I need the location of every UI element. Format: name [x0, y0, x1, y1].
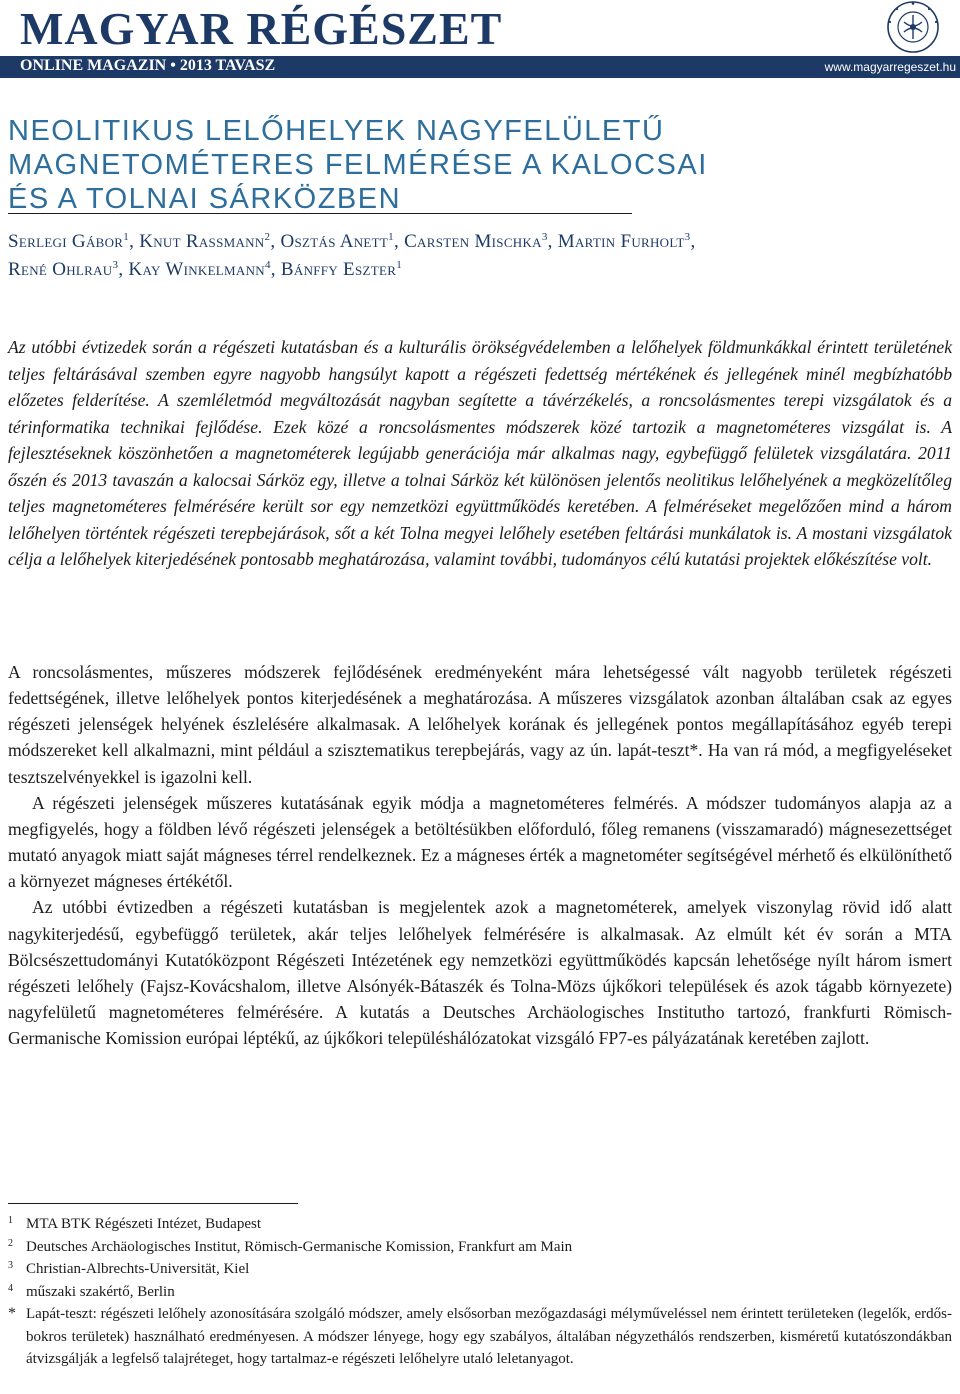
body-paragraph: A roncsolásmentes, műszeres módszerek fejlődésének eredményeként mára lehetségessé vált nagyobb területek régészeti fedettségének, illetve lelőhelyek pontos kiterjedésének a meghatározása. A műszeres vizsgálatok azonban általában csak az egyes régészeti jelenségek helyének észlelésére alkalmasak. A lelőhelyek korának és jellegének pontos megállapításához egyéb terepi módszereket kell alkalmazni, mint például a szisztematikus terepbejárás, vagy az ún. lapát-teszt*. Ha van rá mód, a megfigyeléseket tesztszelvényekkel is igazolni kell.: [8, 662, 952, 787]
article-title: [8, 114, 808, 216]
author-name: Osztás Anett: [280, 231, 389, 252]
author-affiliation-ref: 3: [112, 259, 119, 271]
footnote-mark: *: [8, 1305, 16, 1322]
footnote: [8, 1258, 952, 1281]
footnote-divider: [8, 1203, 298, 1204]
author-name: Bánffy Eszter: [280, 259, 397, 280]
title-divider: [8, 213, 632, 214]
footnote-mark: 2: [8, 1237, 13, 1249]
author-line: Serlegi Gábor$^1$, Knut Rassmann$^2$, Osztás Anett$^1$, Carsten Mischka$^3$, Martin Furholt$^3$,: [8, 231, 696, 252]
footnotes: [8, 1213, 952, 1371]
footnote-mark: 1: [8, 1215, 13, 1226]
title-line: ÉS A TOLNAI SÁRKÖZBEN: [8, 183, 402, 215]
author-name: Carsten Mischka: [404, 231, 542, 252]
author-line: René Ohlrau$^3$, Kay Winkelmann$^4$, Bánffy Eszter$^1$: [8, 259, 402, 280]
abstract: Az utóbbi évtizedek során a régészeti kutatásban és a kulturális örökségvédelemben a lelőhelyek földmunkákkal érintett területének teljes feltárásával szemben egyre nagyobb hangsúlyt kapott a régészeti fedettség mértékének és jellegének minél megbízhatóbb előzetes felderítése. A szemléletmód megváltozását nagyban segítette a távérzékelés, a roncsolásmentes terepi vizsgálatok és a térinformatika technikai fejlődése. Ezek közé a roncsolásmentes módszerek közé tartozik a magnetométeres vizsgálat is. A fejlesztéseknek köszönhetően a magnetométerek legújabb generációja már alkalmas nagy, egybefüggő felületek vizsgálatára. 2011 őszén és 2013 tavaszán a kalocsai Sárköz egy, illetve a tolnai Sárköz két különösen jelentős neolitikus lelőhelyének a megközelítőleg teljes magnetométeres felmérésére került sor egy nemzetközi együttműködés keretében. A felméréseket megelőzően mind a három lelőhelyen történtek régészeti terepbejárások, sőt a két Tolna megyei lelőhely esetében feltárási munkálatok is. A mostani vizsgálatok célja a lelőhelyek kiterjedésének pontosabb meghatározása, valamint további, tudományos célú kutatási projektek előkészítése volt.: [8, 337, 952, 570]
magazine-title: MAGYAR RÉGÉSZET: [20, 3, 503, 54]
body-paragraph: A régészeti jelenségek műszeres kutatásának egyik módja a magnetométeres felmérés. A módszer tudományos alapja az a megfigyelés, hogy a földben lévő régészeti jelenségek a betöltésükben előforduló, főleg remanens (visszamaradó) mágnesezettséget mutató anyagok miatt saját mágneses térrel rendelkeznek. Ez a mágneses érték a magnetométer segítségével mérhető és elkülöníthető a környezet mágneses értékétől.: [8, 792, 952, 892]
website-link[interactable]: www.magyarregeszet.hu: [824, 60, 956, 74]
author-list: [8, 228, 948, 284]
author-name: Knut Rassmann: [139, 231, 265, 252]
author-affiliation-ref: 1: [396, 259, 402, 271]
footnote-text: MTA BTK Régészeti Intézet, Budapest: [26, 1216, 261, 1232]
author-name: Martin Furholt: [557, 231, 685, 252]
footnote-text: Lapát-teszt: régészeti lelőhely azonosítására szolgáló módszer, amely elsősorban mezőgazdasági mélyműveléssel nem érintett területeken (legelők, erdős-bokros területek) használható eredményesen. A módszer lényege, hogy egy szabályos, általában négyzethálós rendszerben, kisméretű kutatószondákban átvizsgálják a legfelső talajréteget, hogy tartalmaz-e régészeti lelőhelyre utaló leletanyagot.: [26, 1306, 952, 1367]
footnote: [8, 1213, 952, 1236]
author-name: René Ohlrau: [8, 259, 113, 280]
title-line: MAGNETOMÉTERES FELMÉRÉSE A KALOCSAI: [8, 149, 708, 181]
author-name: Serlegi Gábor: [8, 231, 124, 252]
author-affiliation-ref: 2: [264, 231, 271, 243]
footnote: [8, 1236, 952, 1259]
article-body: [8, 659, 952, 1051]
body-paragraph: Az utóbbi évtizedben a régészeti kutatásban is megjelentek azok a magnetométerek, amelyek viszonylag rövid idő alatt nagykiterjedésű, egybefüggő területek, akár teljes lelőhelyek felmérésére is alkalmasak. Az elmúlt két év során a MTA Bölcsészettudományi Kutatóközpont Régészeti Intézetének egy nemzetközi együttműködés kapcsán lehetősége nyílt három ismert régészeti lelőhely (Fajsz-Kovácshalom, illetve Alsónyék-Bátaszék és Tolna-Mözs újkőkori települések és azok tágabb környezete) nagyfelületű magnetométeres felmérésére. A kutatás a Deutsches Archäologisches Institutho tartozó, frankfurti Römisch-Germanische Komission európai léptékű, az újkőkori településhálózatokat vizsgáló FP7-es pályázatának keretében zajlott.: [8, 897, 952, 1049]
footnote: [8, 1303, 952, 1371]
author-affiliation-ref: 3: [541, 231, 548, 243]
issue-label: ONLINE MAGAZIN • 2013 TAVASZ: [20, 57, 276, 74]
title-line: NEOLITIKUS LELŐHELYEK NAGYFELÜLETŰ: [8, 115, 665, 147]
footnote-text: Deutsches Archäologisches Institut, Römisch-Germanische Komission, Frankfurt am Main: [26, 1238, 573, 1255]
author-affiliation-ref: 1: [388, 231, 394, 243]
author-affiliation-ref: 1: [123, 231, 130, 243]
footnote-mark: 3: [8, 1260, 13, 1271]
issue-bar: [0, 56, 960, 78]
author-name: Kay Winkelmann: [128, 259, 265, 280]
author-affiliation-ref: 4: [264, 259, 271, 271]
archaeolingua-logo-icon: [883, 0, 943, 54]
author-affiliation-ref: 3: [684, 231, 691, 243]
footnote: [8, 1281, 952, 1304]
footnote-text: műszaki szakértő, Berlin: [26, 1283, 175, 1300]
footnote-text: Christian-Albrechts-Universität, Kiel: [26, 1261, 250, 1277]
footnote-mark: 4: [8, 1282, 13, 1294]
